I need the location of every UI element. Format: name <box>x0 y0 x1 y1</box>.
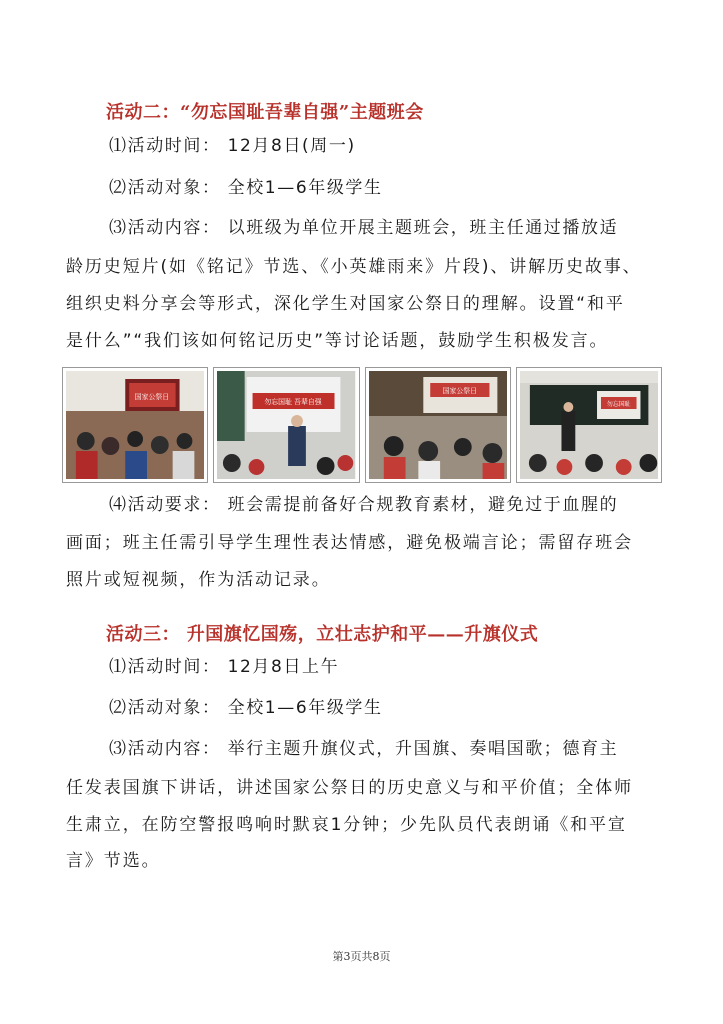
svg-text:勿忘国耻: 勿忘国耻 <box>606 400 631 409</box>
activity3-content-line-4: 言》节选。 <box>66 851 161 871</box>
page-footer: 第3页共8页 <box>332 950 391 963</box>
activity2-heading: 活动二：“勿忘国耻吾辈自强”主题班会 <box>106 102 424 123</box>
activity3-content-line-1: ⑶活动内容： 举行主题升旗仪式，升国旗、奏唱国歌；德育主 <box>109 739 619 759</box>
activity2-time: ⑴活动时间： 12月8日(周一) <box>109 136 356 156</box>
activity2-requirement-line-3: 照片或短视频，作为活动记录。 <box>66 570 331 590</box>
class-photo-3 <box>365 367 511 483</box>
class-photo-1 <box>62 367 208 483</box>
activity3-audience: ⑵活动对象： 全校1—6年级学生 <box>109 698 383 718</box>
activity2-content-line-1: ⑶活动内容： 以班级为单位开展主题班会，班主任通过播放适 <box>109 218 619 238</box>
svg-text:国家公祭日: 国家公祭日 <box>134 392 170 402</box>
activity2-requirement-line-1: ⑷活动要求： 班会需提前备好合规教育素材，避免过于血腥的 <box>109 495 619 515</box>
activity2-content-line-2: 龄历史短片(如《铭记》节选、《小英雄雨来》片段)、讲解历史故事、 <box>66 257 642 277</box>
activity3-heading: 活动三： 升国旗忆国殇，立壮志护和平——升旗仪式 <box>106 624 539 645</box>
class-meeting-photos <box>62 367 662 483</box>
activity3-content-line-2: 任发表国旗下讲话，讲述国家公祭日的历史意义与和平价值；全体师 <box>66 778 633 798</box>
activity3-time: ⑴活动时间： 12月8日上午 <box>109 657 340 677</box>
activity2-requirement-line-2: 画面；班主任需引导学生理性表达情感，避免极端言论；需留存班会 <box>66 533 633 553</box>
svg-text:国家公祭日: 国家公祭日 <box>442 386 477 396</box>
class-photo-2 <box>213 367 359 483</box>
activity2-content-line-3: 组织史料分享会等形式，深化学生对国家公祭日的理解。设置“和平 <box>66 294 625 314</box>
activity2-audience: ⑵活动对象： 全校1—6年级学生 <box>109 178 383 198</box>
class-photo-4 <box>516 367 662 483</box>
activity2-content-line-4: 是什么”“我们该如何铭记历史”等讨论话题，鼓励学生积极发言。 <box>66 331 609 351</box>
activity3-content-line-3: 生肃立，在防空警报鸣响时默哀1分钟；少先队员代表朗诵《和平宣 <box>66 815 627 835</box>
svg-text:勿忘国耻 吾辈自强: 勿忘国耻 吾辈自强 <box>264 397 322 407</box>
